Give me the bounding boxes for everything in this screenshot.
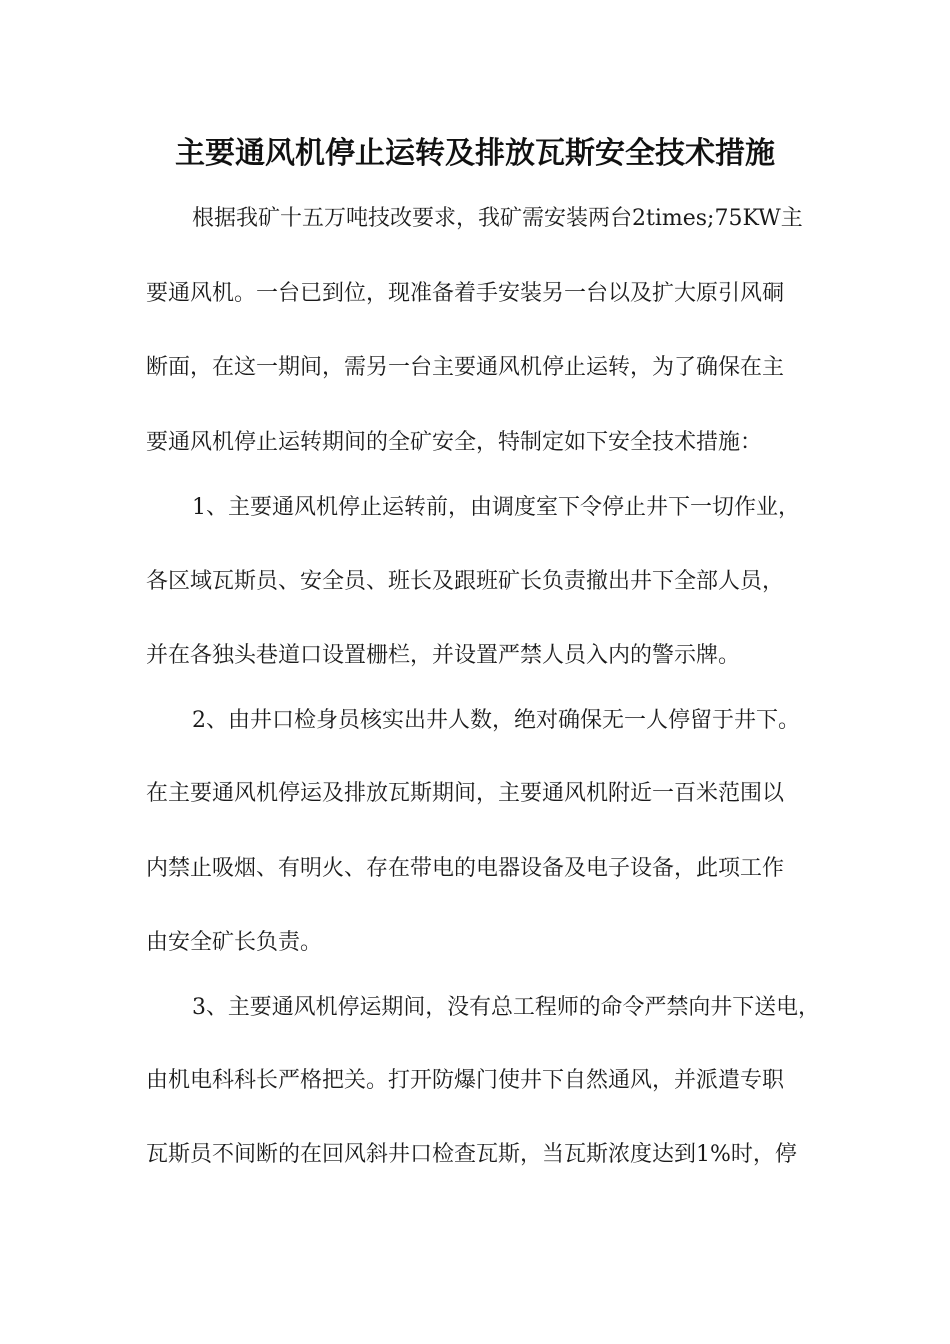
- paragraph-line: 2、由井口检身员核实出井人数，绝对确保无一人停留于井下。: [192, 708, 800, 733]
- paragraph-line: 由安全矿长负责。: [146, 930, 323, 955]
- paragraph-line: 并在各独头巷道口设置栅栏，并设置严禁人员入内的警示牌。: [146, 643, 741, 668]
- paragraph-line: 3、主要通风机停运期间，没有总工程师的命令严禁向井下送电，: [192, 995, 820, 1020]
- paragraph-line: 由机电科科长严格把关。打开防爆门使井下自然通风，并派遣专职: [146, 1068, 785, 1093]
- paragraph-line: 各区域瓦斯员、安全员、班长及跟班矿长负责撤出井下全部人员，: [146, 569, 785, 594]
- document-title: 主要通风机停止运转及排放瓦斯安全技术措施: [175, 136, 775, 171]
- paragraph-line: 要通风机停止运转期间的全矿安全，特制定如下安全技术措施：: [146, 430, 763, 455]
- paragraph-line: 瓦斯员不间断的在回风斜井口检查瓦斯，当瓦斯浓度达到1%时，停: [146, 1142, 797, 1167]
- paragraph-line: 1、主要通风机停止运转前，由调度室下令停止井下一切作业，: [192, 495, 800, 520]
- paragraph-line: 在主要通风机停运及排放瓦斯期间，主要通风机附近一百米范围以: [146, 781, 785, 806]
- paragraph-line: 内禁止吸烟、有明火、存在带电的电器设备及电子设备，此项工作: [146, 856, 785, 881]
- paragraph-line: 根据我矿十五万吨技改要求，我矿需安装两台2times;75KW主: [192, 206, 803, 231]
- paragraph-line: 要通风机。一台已到位，现准备着手安装另一台以及扩大原引风硐: [146, 281, 785, 306]
- paragraph-line: 断面，在这一期间，需另一台主要通风机停止运转，为了确保在主: [146, 355, 785, 380]
